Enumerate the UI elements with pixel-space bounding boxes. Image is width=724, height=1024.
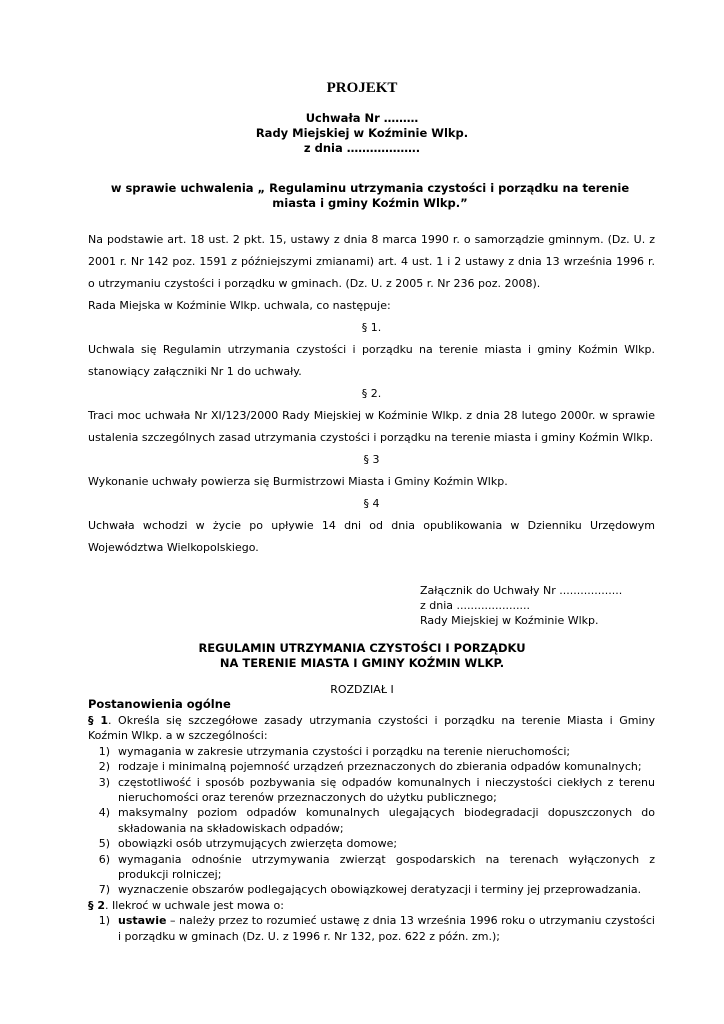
chapter-heading: ROZDZIAŁ I [330,683,394,696]
regulation-title-line-2: NA TERENIE MIASTA I GMINY KOŹMIN WLKP. [219,656,505,670]
list-item-number: 6) [98,852,110,866]
regulation-title [0,641,724,671]
section-4-mark: § 4 [363,497,380,510]
list-item-text: częstotliwość i sposób pozbywania się odpadów komunalnych i nieczystości ciekłych z terenu nieruchomości oraz terenów przeznaczonych do użytku publicznego; [118,775,655,805]
list-item-number: 4) [98,806,110,820]
list-item [88,913,655,944]
list-item-text: rodzaje i minimalną pojemność urządzeń przeznaczonych do zbierania odpadów komunalnych; [118,760,642,774]
definition-text: – należy przez to rozumieć ustawę z dnia 13 września 1996 roku o utrzymaniu czystości i porządku w gminach (Dz. U. z 1996 r. Nr 132, poz. 622 z późn. zm.); [118,914,655,943]
council-resolves: Rada Miejska w Koźminie Wlkp. uchwala, co następuje: [88,299,391,312]
attachment-line-2: z dnia ..................... [420,599,530,612]
paragraph-1 [88,713,655,744]
list-item-number: 1) [98,914,110,928]
regulation-body [88,713,655,944]
list-item-number: 1) [98,744,110,758]
section-2-mark: § 2. [361,387,382,400]
list-item-number: 5) [98,837,110,851]
resolution-subject: w sprawie uchwalenia „ Regulaminu utrzymania czystości i porządku na terenie miasta i gminy Koźmin Wlkp.” [110,181,630,210]
resolution-date: z dnia ………………. [303,141,421,155]
regulation-title-line-1: REGULAMIN UTRZYMANIA CZYSTOŚCI I PORZĄDKU [198,641,526,655]
list-item-number: 3) [98,775,110,789]
paragraph-2-text: . Ilekroć w uchwale jest mowa o: [104,898,284,912]
resolution-body [88,229,655,559]
paragraph-1-list [88,744,655,898]
section-3-mark: § 3 [363,453,380,466]
list-item-number: 2) [98,760,110,774]
list-item-number: 7) [98,883,110,897]
section-1-text: Uchwala się Regulamin utrzymania czystości i porządku na terenie miasta i gminy Koźmin Wlkp. stanowiący załączniki Nr 1 do uchwały. [88,343,655,378]
section-1-mark: § 1. [361,321,382,334]
list-item-text: wymagania odnośnie utrzymywania zwierząt gospodarskich na terenach wyłączonych z produkcji rolniczej; [118,852,655,882]
general-provisions-heading: Postanowienia ogólne [88,697,231,711]
resolution-council: Rady Miejskiej w Koźminie Wlkp. [255,126,469,140]
list-item [88,882,655,897]
list-item-text: wymagania w zakresie utrzymania czystości i porządku na terenie nieruchomości; [118,744,571,758]
attachment-line-1: Załącznik do Uchwały Nr .................. [420,584,623,597]
list-item [88,852,655,883]
list-item [88,744,655,759]
defined-term: ustawie [118,914,167,928]
list-item-text: maksymalny poziom odpadów komunalnych ulegających biodegradacji dopuszczonych do składowania na składowiskach odpadów; [118,806,655,835]
resolution-number: Uchwała Nr ……… [305,111,419,125]
list-item-text: obowiązki osób utrzymujących zwierzęta domowe; [118,837,398,851]
list-item-text: wyznaczenie obszarów podlegających obowiązkowej deratyzacji i terminy jej przeprowadzania. [118,883,642,897]
paragraph-2-list [88,913,655,944]
attachment-note [420,583,622,628]
section-4-text: Uchwała wchodzi w życie po upływie 14 dni od dnia opublikowania w Dzienniku Urzędowym Województwa Wielkopolskiego. [88,519,655,554]
paragraph-2-mark: § 2 [88,898,105,912]
section-3-text: Wykonanie uchwały powierza się Burmistrzowi Miasta i Gminy Koźmin Wlkp. [88,475,508,488]
list-item [88,805,655,836]
legal-basis: Na podstawie art. 18 ust. 2 pkt. 15, ustawy z dnia 8 marca 1990 r. o samorządzie gminnym. (Dz. U. z 2001 r. Nr 142 poz. 1591 z późniejszymi zmianami) art. 4 ust. 1 i 2 ustawy z dnia 13 września 1996 r. o utrzymaniu czystości i porządku w gminach. (Dz. U. z 2005 r. Nr 236 poz. 2008). [88,233,655,290]
paragraph-1-mark: § 1 [88,714,109,727]
list-item [88,836,655,851]
document-title: PROJEKT [326,80,398,96]
list-item [88,775,655,806]
paragraph-2 [88,898,655,913]
list-item [88,759,655,774]
attachment-line-3: Rady Miejskiej w Koźminie Wlkp. [420,614,599,627]
resolution-header [0,111,724,156]
paragraph-1-text: . Określa się szczegółowe zasady utrzymania czystości i porządku na terenie Miasta i Gminy Koźmin Wlkp. a w szczególności: [88,714,655,743]
list-item-text [118,913,655,944]
section-2-text: Traci moc uchwała Nr XI/123/2000 Rady Miejskiej w Koźminie Wlkp. z dnia 28 lutego 2000r. w sprawie ustalenia szczególnych zasad utrzymania czystości i porządku na terenie miasta i gminy Koźmin Wlkp. [88,409,655,444]
